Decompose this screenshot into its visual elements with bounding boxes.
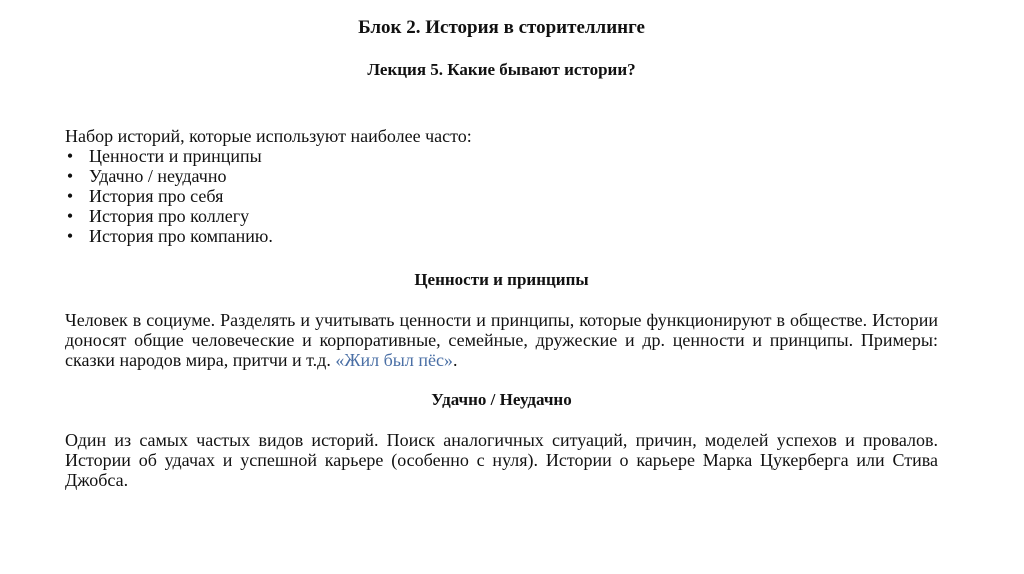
list-item-text: История про компанию. xyxy=(89,226,273,246)
list-item xyxy=(65,226,273,246)
section-body-values xyxy=(65,310,938,370)
bullet-icon: • xyxy=(66,206,74,226)
section-heading-success-failure: Удачно / Неудачно xyxy=(431,390,572,409)
story-link[interactable]: «Жил был пёс» xyxy=(335,350,453,370)
story-types-list xyxy=(65,146,273,246)
list-item-text: Удачно / неудачно xyxy=(89,166,227,186)
link-trailing-punct: . xyxy=(452,350,458,370)
list-item-text: История про себя xyxy=(89,186,224,206)
list-item xyxy=(65,186,273,206)
bullet-icon: • xyxy=(66,146,74,166)
page-title: Блок 2. История в сторителлинге xyxy=(358,17,645,38)
list-item xyxy=(65,166,273,186)
section-body-success-failure: Один из самых частых видов историй. Поиск аналогичных ситуаций, причин, моделей успехов и провалов. Истории об удачах и успешной карьере (особенно с нуля). Истории о карьере Марка Цукерберга или Стива Джобса. xyxy=(65,430,938,490)
list-item xyxy=(65,206,273,226)
lecture-subtitle: Лекция 5. Какие бывают истории? xyxy=(367,60,636,79)
list-item xyxy=(65,146,273,166)
bullet-icon: • xyxy=(66,186,74,206)
section-heading-values: Ценности и принципы xyxy=(414,270,589,289)
list-item-text: История про коллегу xyxy=(89,206,250,226)
list-item-text: Ценности и принципы xyxy=(89,146,262,166)
intro-text: Набор историй, которые используют наиболее часто: xyxy=(65,126,472,146)
bullet-icon: • xyxy=(66,166,74,186)
bullet-icon: • xyxy=(66,226,74,246)
section-body-text: Человек в социуме. Разделять и учитывать ценности и принципы, которые функционируют в обществе. Истории доносят общие человеческие и корпоративные, семейные, дружеские и др. ценности и принципы. Примеры: сказки народов мира, притчи и т.д. xyxy=(65,310,938,370)
